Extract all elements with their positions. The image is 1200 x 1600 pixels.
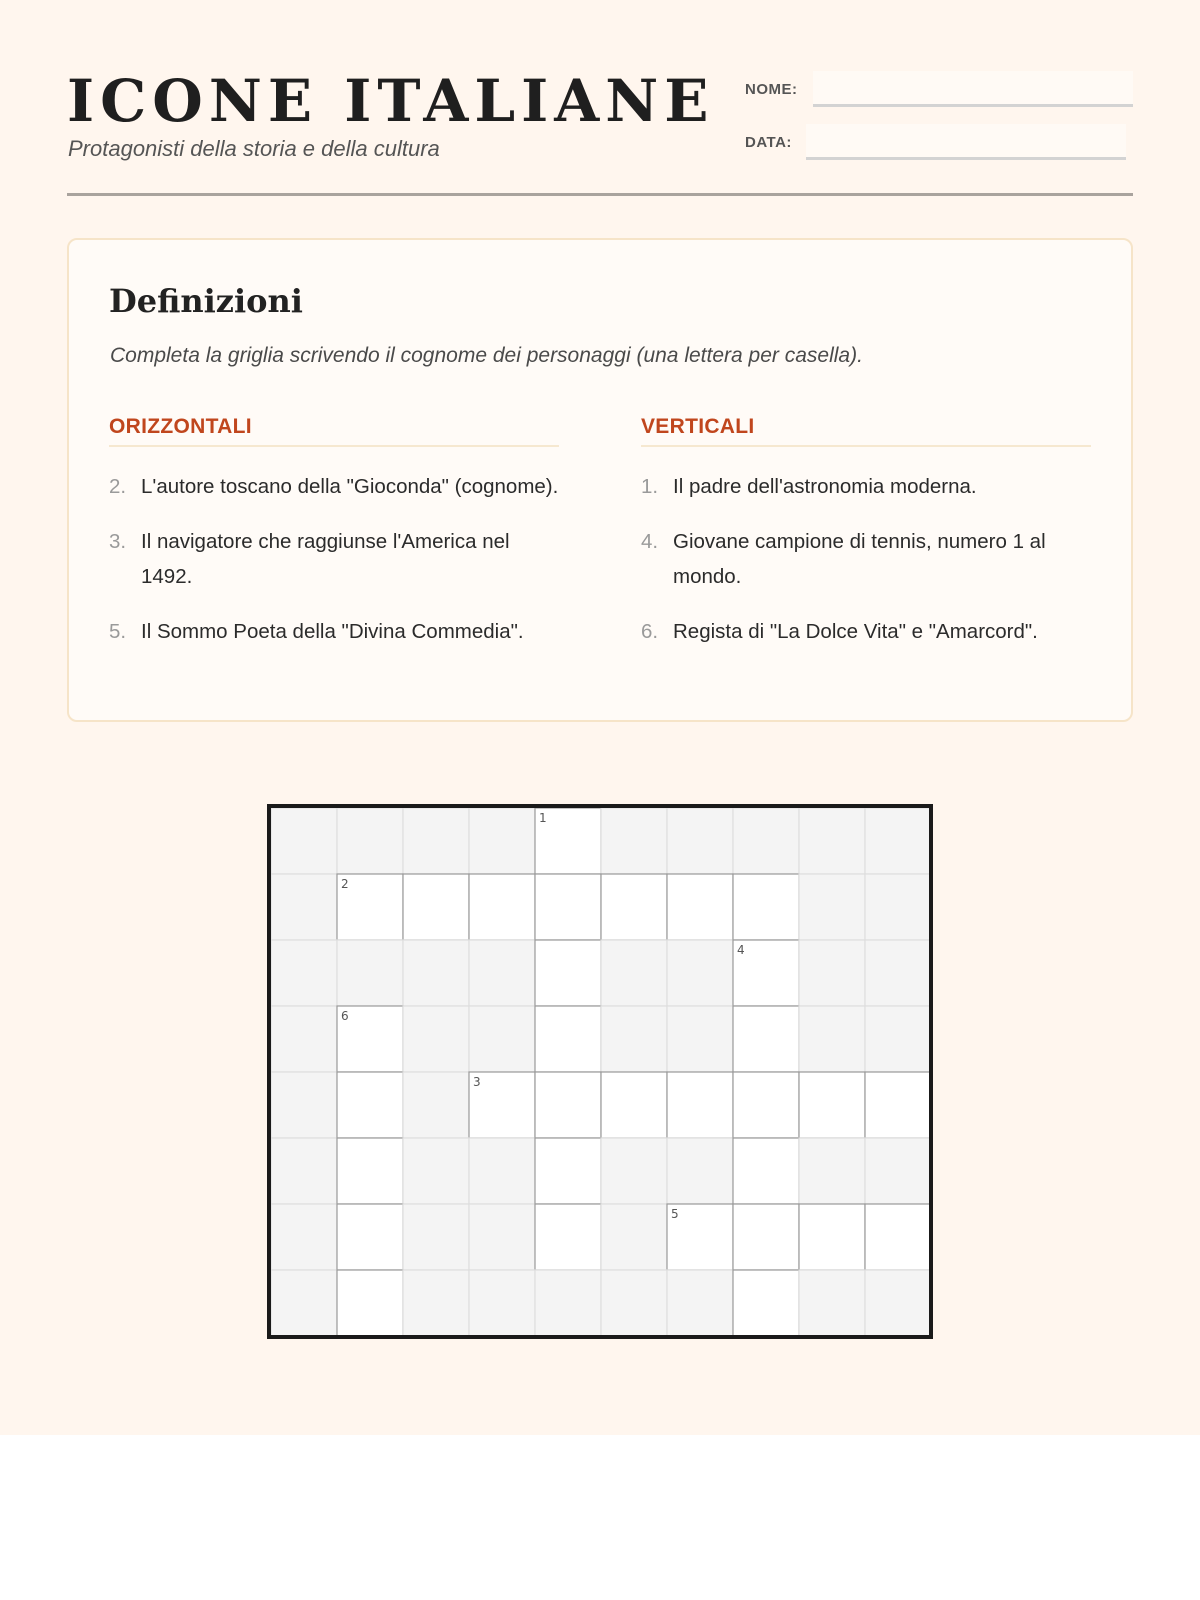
grid-cell-blocked — [271, 940, 337, 1006]
grid-cell-open[interactable] — [733, 1072, 799, 1138]
clue-text: Il padre dell'astronomia moderna. — [673, 475, 977, 498]
grid-cell-open[interactable] — [601, 1072, 667, 1138]
grid-cell-open[interactable] — [337, 1204, 403, 1270]
grid-clue-number: 5 — [671, 1207, 679, 1221]
grid-cell-blocked — [667, 1270, 733, 1335]
grid-cell-blocked — [469, 940, 535, 1006]
clue-text: Il navigatore che raggiunse l'America nel 1492. — [141, 530, 510, 588]
grid-cell-open[interactable] — [667, 874, 733, 940]
clue-item — [109, 524, 559, 594]
grid-cell-open[interactable] — [535, 1138, 601, 1204]
grid-cell-blocked — [469, 808, 535, 874]
grid-cell-open[interactable] — [733, 1138, 799, 1204]
grid-cell-blocked — [799, 940, 865, 1006]
grid-cell-blocked — [601, 1270, 667, 1335]
grid-cell-blocked — [403, 1270, 469, 1335]
clue-number: 4. — [641, 530, 659, 553]
grid-clue-number: 4 — [737, 943, 745, 957]
grid-clue-number: 1 — [539, 811, 547, 825]
across-column — [109, 415, 559, 669]
grid-cell-blocked — [799, 1270, 865, 1335]
grid-cell-open[interactable] — [601, 874, 667, 940]
clues-card — [67, 238, 1133, 722]
grid-cell-open[interactable] — [337, 1138, 403, 1204]
grid-cell-blocked — [469, 1204, 535, 1270]
clue-text: Regista di "La Dolce Vita" e "Amarcord". — [673, 620, 1038, 643]
grid-cell-open[interactable] — [337, 1270, 403, 1335]
grid-cell-blocked — [799, 1006, 865, 1072]
grid-cell-blocked — [271, 1006, 337, 1072]
grid-cell-blocked — [733, 808, 799, 874]
grid-clue-number: 6 — [341, 1009, 349, 1023]
grid-cell-blocked — [601, 1138, 667, 1204]
grid-cell-blocked — [667, 808, 733, 874]
grid-cell-open[interactable] — [733, 1006, 799, 1072]
grid-cell-open[interactable] — [535, 1204, 601, 1270]
down-column — [641, 415, 1091, 669]
grid-cell-blocked — [535, 1270, 601, 1335]
grid-cell-blocked — [271, 874, 337, 940]
grid-cell-blocked — [865, 940, 929, 1006]
grid-cell-open[interactable] — [337, 1072, 403, 1138]
grid-cell-blocked — [865, 808, 929, 874]
grid-cell-open[interactable] — [469, 874, 535, 940]
clue-number: 1. — [641, 475, 659, 498]
grid-cell-open[interactable] — [799, 1072, 865, 1138]
clue-item — [109, 469, 559, 504]
grid-cell-blocked — [469, 1006, 535, 1072]
grid-cell-open[interactable] — [865, 1072, 929, 1138]
grid-cell-blocked — [799, 808, 865, 874]
down-clue-list — [641, 469, 1091, 649]
grid-cell-open[interactable] — [535, 940, 601, 1006]
header-divider — [67, 193, 1133, 196]
name-input[interactable] — [813, 71, 1133, 107]
clue-text: Giovane campione di tennis, numero 1 al mondo. — [673, 530, 1046, 588]
grid-cell-open[interactable] — [535, 874, 601, 940]
grid-cell-blocked — [667, 1138, 733, 1204]
grid-cell-open[interactable] — [733, 874, 799, 940]
across-clue-list — [109, 469, 559, 649]
grid-cell-blocked — [271, 1204, 337, 1270]
grid-cell-open[interactable] — [535, 1072, 601, 1138]
clue-number: 6. — [641, 620, 659, 643]
name-label: NOME: — [745, 81, 798, 98]
grid-cell-blocked — [271, 1072, 337, 1138]
grid-cell-blocked — [601, 940, 667, 1006]
grid-cell-blocked — [403, 1006, 469, 1072]
grid-cell-blocked — [403, 1204, 469, 1270]
grid-cell-blocked — [865, 1270, 929, 1335]
crossword-grid — [267, 804, 933, 1339]
clue-item — [109, 614, 559, 649]
grid-cell-blocked — [469, 1138, 535, 1204]
grid-cell-blocked — [601, 1204, 667, 1270]
grid-cell-blocked — [469, 1270, 535, 1335]
clues-instructions: Completa la griglia scrivendo il cognome dei personaggi (una lettera per casella). — [110, 344, 863, 367]
clue-item — [641, 614, 1091, 649]
grid-cell-blocked — [667, 940, 733, 1006]
grid-cell-open[interactable] — [799, 1204, 865, 1270]
grid-clue-number: 2 — [341, 877, 349, 891]
grid-cell-blocked — [601, 808, 667, 874]
clue-number: 5. — [109, 620, 127, 643]
grid-cell-blocked — [799, 1138, 865, 1204]
clue-text: Il Sommo Poeta della "Divina Commedia". — [141, 620, 524, 643]
clue-number: 2. — [109, 475, 127, 498]
grid-cell-blocked — [667, 1006, 733, 1072]
page-title: ICONE ITALIANE — [67, 67, 715, 135]
grid-cell-blocked — [337, 808, 403, 874]
clue-item — [641, 469, 1091, 504]
grid-cell-blocked — [403, 940, 469, 1006]
clue-text: L'autore toscano della "Gioconda" (cognome). — [141, 475, 559, 498]
grid-cell-blocked — [865, 1006, 929, 1072]
grid-cell-open[interactable] — [535, 1006, 601, 1072]
clues-title: Definizioni — [109, 282, 303, 320]
crossword-grid-svg — [271, 808, 929, 1335]
grid-cell-blocked — [271, 808, 337, 874]
grid-cell-blocked — [865, 1138, 929, 1204]
grid-cell-blocked — [337, 940, 403, 1006]
grid-cell-open[interactable] — [865, 1204, 929, 1270]
grid-cell-blocked — [271, 1270, 337, 1335]
grid-cell-open[interactable] — [403, 874, 469, 940]
down-heading: VERTICALI — [641, 415, 1091, 447]
grid-cell-blocked — [403, 808, 469, 874]
date-label: DATA: — [745, 134, 792, 151]
date-input[interactable] — [806, 124, 1126, 160]
clue-number: 3. — [109, 530, 127, 553]
grid-cell-blocked — [403, 1138, 469, 1204]
grid-cell-blocked — [799, 874, 865, 940]
grid-cell-open[interactable] — [667, 1072, 733, 1138]
grid-clue-number: 3 — [473, 1075, 481, 1089]
grid-cell-blocked — [865, 874, 929, 940]
grid-cell-open[interactable] — [733, 1270, 799, 1335]
grid-cell-blocked — [601, 1006, 667, 1072]
across-heading: ORIZZONTALI — [109, 415, 559, 447]
grid-cell-blocked — [271, 1138, 337, 1204]
grid-cell-blocked — [403, 1072, 469, 1138]
clue-item — [641, 524, 1091, 594]
grid-cell-open[interactable] — [733, 1204, 799, 1270]
page-subtitle: Protagonisti della storia e della cultura — [68, 136, 440, 161]
